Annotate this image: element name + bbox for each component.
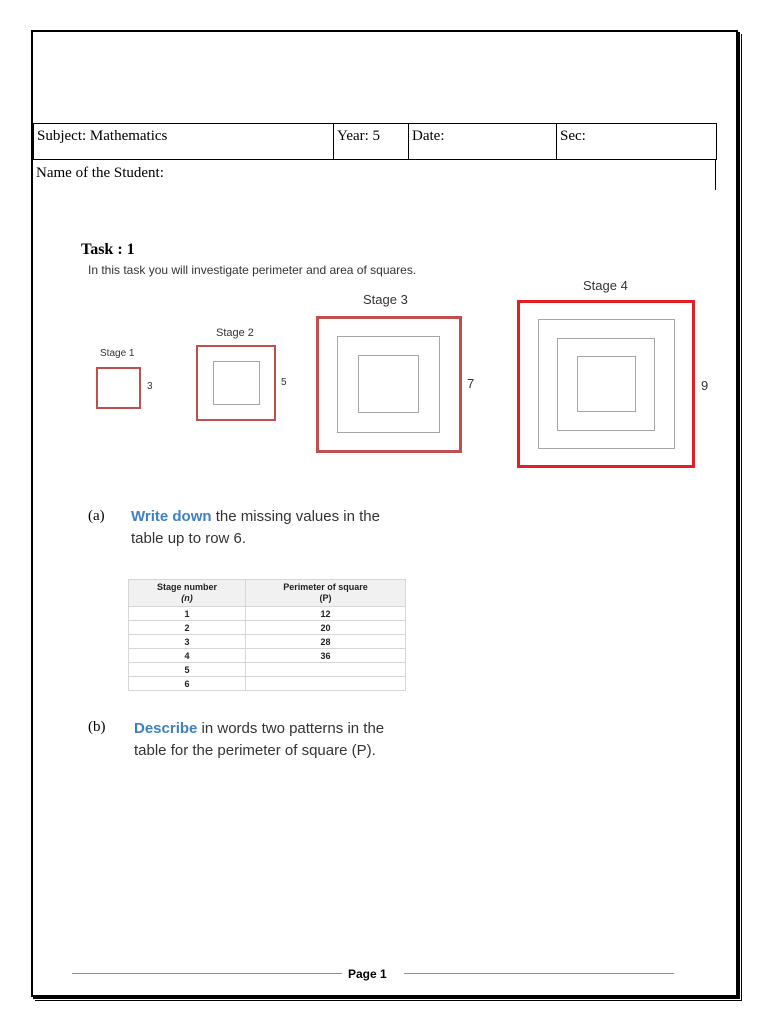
table-row: [129, 649, 406, 663]
year-cell: Year: 5: [334, 124, 409, 160]
stage-3-side-length: 7: [467, 376, 475, 391]
question-a-text: [131, 506, 380, 550]
table-row: [129, 663, 406, 677]
cell-n: 3: [129, 635, 246, 649]
footer-line-left: [72, 973, 342, 974]
stage-1-label: Stage 1: [100, 348, 135, 359]
perimeter-table: [128, 579, 406, 691]
header-table: [33, 123, 717, 160]
stage-2-side-length: 5: [281, 377, 287, 388]
cell-n: 1: [129, 607, 246, 621]
cell-p: 28: [246, 635, 406, 649]
table-header-row: [129, 580, 406, 607]
stage-4-label: Stage 4: [583, 278, 628, 293]
task-intro: In this task you will investigate perimeter and area of squares.: [88, 263, 417, 277]
header-stage-number: Stage number (n): [129, 580, 246, 607]
stage-1-side-length: 3: [147, 381, 153, 392]
sec-cell: Sec:: [557, 124, 717, 160]
subject-cell: Subject: Mathematics: [34, 124, 334, 160]
cell-p: 20: [246, 621, 406, 635]
cell-p-empty[interactable]: [246, 663, 406, 677]
stage-4-inner-square: [577, 356, 636, 412]
stage-2-inner-square: [213, 361, 260, 405]
cell-n: 2: [129, 621, 246, 635]
question-b-keyword: Describe: [134, 720, 198, 737]
stage-3-label: Stage 3: [363, 292, 408, 307]
question-b-label: (b): [88, 719, 106, 735]
question-a-label: (a): [88, 508, 105, 524]
table-row: [129, 607, 406, 621]
cell-p: 36: [246, 649, 406, 663]
student-name-row: Name of the Student:: [33, 160, 716, 190]
footer-line-right: [404, 973, 674, 974]
question-b-text: [134, 718, 384, 762]
header-perimeter: Perimeter of square (P): [246, 580, 406, 607]
stage-3-inner-square: [358, 355, 419, 413]
table-row: [129, 621, 406, 635]
cell-p: 12: [246, 607, 406, 621]
page-number: Page 1: [348, 967, 387, 981]
stage-1-outer-square: [96, 367, 141, 409]
table-row: [129, 677, 406, 691]
table-row: [129, 635, 406, 649]
question-a-line2: table up to row 6.: [131, 530, 247, 547]
question-a-line1: the missing values in the: [211, 508, 380, 525]
task-title: Task : 1: [81, 241, 135, 258]
stage-4-side-length: 9: [701, 378, 709, 393]
cell-n: 5: [129, 663, 246, 677]
question-b-line1: in words two patterns in the: [197, 720, 385, 737]
cell-p-empty[interactable]: [246, 677, 406, 691]
cell-n: 6: [129, 677, 246, 691]
question-a-keyword: Write down: [131, 508, 212, 525]
question-b-line2: table for the perimeter of square (P).: [134, 742, 376, 759]
stage-2-label: Stage 2: [216, 327, 254, 339]
cell-n: 4: [129, 649, 246, 663]
date-cell: Date:: [409, 124, 557, 160]
